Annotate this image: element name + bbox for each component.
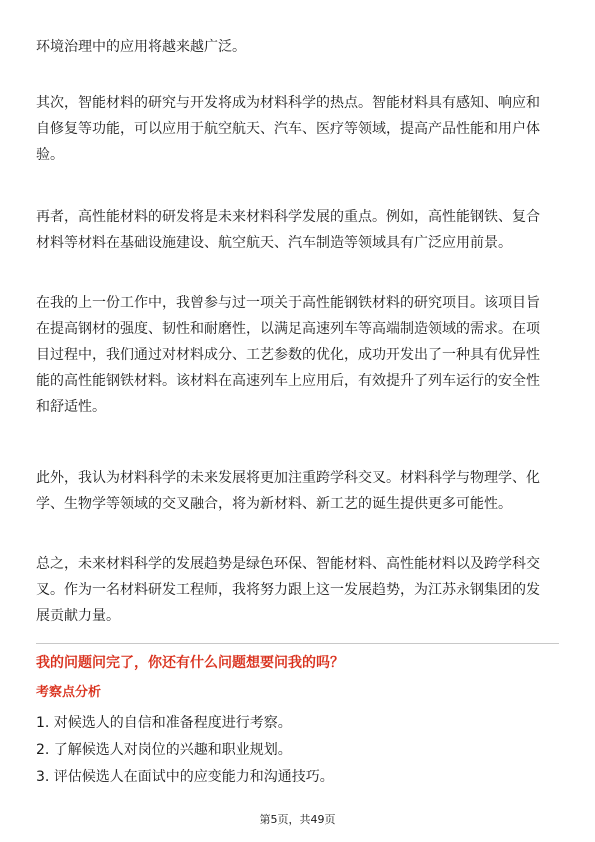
section-divider: [36, 643, 559, 644]
paragraph-interdisciplinary: [36, 465, 540, 517]
paragraph-line: 学、生物学等领域的交叉融合，将为新材料、新工艺的诞生提供更多可能性。: [36, 496, 512, 512]
paragraph-line: 能的高性能钢铁材料。该材料在高速列车上应用后，有效提升了列车运行的安全性: [36, 373, 540, 389]
list-item: 2. 了解候选人对岗位的兴趣和职业规划。: [36, 742, 292, 758]
paragraph-previous-project: [36, 290, 540, 420]
paragraph-line: 和舒适性。: [36, 399, 106, 415]
paragraph-high-performance: [36, 204, 540, 256]
list-item: 1. 对候选人的自信和准备程度进行考察。: [36, 715, 292, 731]
paragraph-line: 展贡献力量。: [36, 608, 120, 624]
paragraph-line: 叉。作为一名材料研发工程师，我将努力跟上这一发展趋势，为江苏永钢集团的发: [36, 582, 540, 598]
paragraph-environment: [36, 34, 246, 60]
paragraph-line: 材料等材料在基础设施建设、航空航天、汽车制造等领域具有广泛应用前景。: [36, 235, 512, 251]
paragraph-line: 验。: [36, 147, 64, 163]
paragraph-line: 在我的上一份工作中，我曾参与过一项关于高性能钢铁材料的研究项目。该项目旨: [36, 295, 540, 311]
paragraph-line: 总之，未来材料科学的发展趋势是绿色环保、智能材料、高性能材料以及跨学科交: [36, 556, 540, 572]
paragraph-line: 其次，智能材料的研究与开发将成为材料科学的热点。智能材料具有感知、响应和: [36, 95, 540, 111]
paragraph-line: 自修复等功能，可以应用于航空航天、汽车、医疗等领域，提高产品性能和用户体: [36, 121, 540, 137]
page-number: 第5页，共49页: [259, 813, 336, 826]
paragraph-conclusion: [36, 551, 540, 629]
list-item: 3. 评估候选人在面试中的应变能力和沟通技巧。: [36, 769, 334, 785]
analysis-heading: 考察点分析: [36, 685, 102, 700]
paragraph-smart-materials: [36, 90, 540, 168]
paragraph-line: 此外，我认为材料科学的未来发展将更加注重跨学科交叉。材料科学与物理学、化: [36, 470, 540, 486]
paragraph-line: 再者，高性能材料的研发将是未来材料科学发展的重点。例如，高性能钢铁、复合: [36, 209, 540, 225]
paragraph-line: 在提高钢材的强度、韧性和耐磨性，以满足高速列车等高端制造领域的需求。在项: [36, 321, 540, 337]
interview-question: 我的问题问完了，你还有什么问题想要问我的吗？: [36, 655, 344, 671]
analysis-list: [36, 710, 334, 791]
paragraph-line: 环境治理中的应用将越来越广泛。: [36, 39, 246, 55]
paragraph-line: 目过程中，我们通过对材料成分、工艺参数的优化，成功开发出了一种具有优异性: [36, 347, 540, 363]
